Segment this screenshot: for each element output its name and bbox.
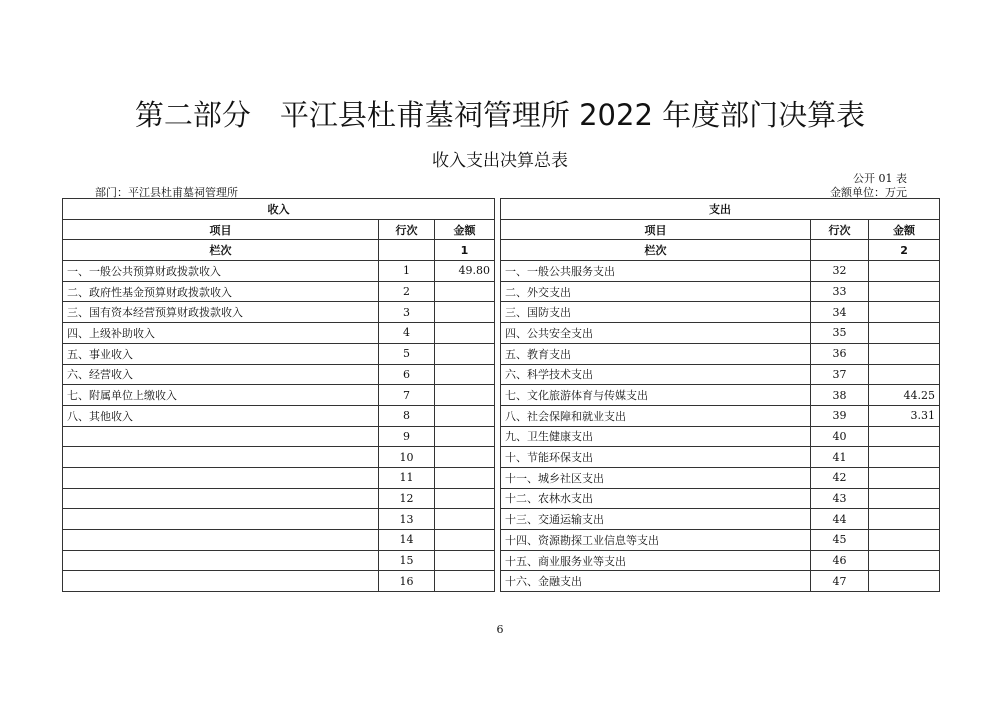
expense-amount-header: 金额	[869, 219, 940, 240]
expense-amount-cell	[869, 426, 940, 447]
income-amount-cell	[435, 509, 495, 530]
page-number: 6	[496, 623, 504, 636]
income-column-label-blank	[379, 240, 435, 261]
expense-row-no-cell: 37	[811, 364, 869, 385]
expense-amount-cell	[869, 571, 940, 592]
table-row	[63, 364, 940, 385]
table-row	[63, 509, 940, 530]
expense-column-label: 栏次	[501, 240, 811, 261]
expense-row-no-cell: 45	[811, 530, 869, 551]
income-item-cell: 三、国有资本经营预算财政拨款收入	[63, 302, 379, 323]
table-row	[63, 281, 940, 302]
expense-item-cell: 七、文化旅游体育与传媒支出	[501, 385, 811, 406]
expense-row-no-cell: 33	[811, 281, 869, 302]
expense-item-cell: 一、一般公共服务支出	[501, 261, 811, 282]
income-amount-cell: 49.80	[435, 261, 495, 282]
income-item-cell	[63, 509, 379, 530]
department-label: 部门：平江县杜甫墓祠管理所	[95, 186, 238, 199]
income-row-no-cell: 3	[379, 302, 435, 323]
expense-amount-cell: 3.31	[869, 405, 940, 426]
income-amount-cell	[435, 447, 495, 468]
income-column-number: 1	[435, 240, 495, 261]
expense-amount-cell	[869, 467, 940, 488]
expense-amount-cell	[869, 509, 940, 530]
income-item-cell: 五、事业收入	[63, 343, 379, 364]
income-item-cell	[63, 488, 379, 509]
table-row	[63, 550, 940, 571]
expense-item-cell: 三、国防支出	[501, 302, 811, 323]
income-item-cell: 八、其他收入	[63, 405, 379, 426]
income-amount-cell	[435, 343, 495, 364]
expense-row-no-cell: 35	[811, 323, 869, 344]
column-label-row	[63, 240, 940, 261]
income-row-no-cell: 8	[379, 405, 435, 426]
table-row	[63, 530, 940, 551]
expense-item-cell: 八、社会保障和就业支出	[501, 405, 811, 426]
income-row-no-cell: 1	[379, 261, 435, 282]
income-row-no-cell: 6	[379, 364, 435, 385]
income-item-cell	[63, 426, 379, 447]
expense-row-no-cell: 34	[811, 302, 869, 323]
expense-row-no-cell: 47	[811, 571, 869, 592]
expense-item-cell: 六、科学技术支出	[501, 364, 811, 385]
income-row-no-cell: 5	[379, 343, 435, 364]
amount-unit: 金额单位：万元	[830, 186, 907, 199]
table-row	[63, 323, 940, 344]
expense-item-cell: 十四、资源勘探工业信息等支出	[501, 530, 811, 551]
income-row-no-cell: 10	[379, 447, 435, 468]
expense-column-label-blank	[811, 240, 869, 261]
expense-row-no-cell: 43	[811, 488, 869, 509]
table-row	[63, 385, 940, 406]
page-title: 第二部分 平江县杜甫墓祠管理所 2022 年度部门决算表	[134, 98, 866, 132]
table-row	[63, 467, 940, 488]
expense-item-cell: 十六、金融支出	[501, 571, 811, 592]
expense-row-no-cell: 32	[811, 261, 869, 282]
expense-item-cell: 四、公共安全支出	[501, 323, 811, 344]
income-row-no-cell: 16	[379, 571, 435, 592]
income-item-cell	[63, 530, 379, 551]
income-column-label: 栏次	[63, 240, 379, 261]
section-header-row	[63, 199, 940, 220]
table-row	[63, 447, 940, 468]
table-row	[63, 261, 940, 282]
income-row-no-cell: 15	[379, 550, 435, 571]
table-subtitle: 收入支出决算总表	[432, 151, 568, 171]
expense-item-header: 项目	[501, 219, 811, 240]
form-number: 公开 01 表	[853, 172, 907, 185]
income-row-no-cell: 7	[379, 385, 435, 406]
expense-row-no-cell: 40	[811, 426, 869, 447]
expense-amount-cell	[869, 343, 940, 364]
expense-amount-cell	[869, 364, 940, 385]
income-amount-cell	[435, 467, 495, 488]
table-row	[63, 405, 940, 426]
income-row-no-cell: 14	[379, 530, 435, 551]
expense-amount-cell	[869, 281, 940, 302]
expense-item-cell: 五、教育支出	[501, 343, 811, 364]
income-item-cell: 一、一般公共预算财政拨款收入	[63, 261, 379, 282]
expense-row-no-cell: 44	[811, 509, 869, 530]
expense-row-no-cell: 42	[811, 467, 869, 488]
income-amount-cell	[435, 364, 495, 385]
income-amount-header: 金额	[435, 219, 495, 240]
income-row-no-cell: 2	[379, 281, 435, 302]
expense-amount-cell: 44.25	[869, 385, 940, 406]
expense-item-cell: 十三、交通运输支出	[501, 509, 811, 530]
expense-row-no-header: 行次	[811, 219, 869, 240]
income-expense-table	[62, 198, 940, 592]
income-row-no-cell: 13	[379, 509, 435, 530]
expense-amount-cell	[869, 488, 940, 509]
expense-amount-cell	[869, 302, 940, 323]
expense-row-no-cell: 38	[811, 385, 869, 406]
income-row-no-cell: 9	[379, 426, 435, 447]
income-amount-cell	[435, 571, 495, 592]
expense-header: 支出	[501, 199, 940, 220]
income-amount-cell	[435, 323, 495, 344]
expense-row-no-cell: 39	[811, 405, 869, 426]
income-amount-cell	[435, 426, 495, 447]
expense-item-cell: 十一、城乡社区支出	[501, 467, 811, 488]
expense-row-no-cell: 46	[811, 550, 869, 571]
column-header-row	[63, 219, 940, 240]
income-amount-cell	[435, 385, 495, 406]
table-row	[63, 488, 940, 509]
income-row-no-header: 行次	[379, 219, 435, 240]
expense-amount-cell	[869, 261, 940, 282]
income-item-cell	[63, 550, 379, 571]
table-row	[63, 426, 940, 447]
income-item-cell	[63, 467, 379, 488]
income-item-cell: 四、上级补助收入	[63, 323, 379, 344]
income-amount-cell	[435, 488, 495, 509]
income-row-no-cell: 4	[379, 323, 435, 344]
income-item-cell	[63, 447, 379, 468]
income-amount-cell	[435, 302, 495, 323]
expense-row-no-cell: 41	[811, 447, 869, 468]
income-item-cell: 七、附属单位上缴收入	[63, 385, 379, 406]
income-amount-cell	[435, 550, 495, 571]
income-row-no-cell: 11	[379, 467, 435, 488]
income-item-cell: 二、政府性基金预算财政拨款收入	[63, 281, 379, 302]
expense-item-cell: 十二、农林水支出	[501, 488, 811, 509]
expense-amount-cell	[869, 323, 940, 344]
expense-amount-cell	[869, 447, 940, 468]
income-row-no-cell: 12	[379, 488, 435, 509]
income-amount-cell	[435, 530, 495, 551]
table-row	[63, 571, 940, 592]
income-header: 收入	[63, 199, 495, 220]
expense-item-cell: 十、节能环保支出	[501, 447, 811, 468]
table-row	[63, 302, 940, 323]
income-item-cell: 六、经营收入	[63, 364, 379, 385]
income-amount-cell	[435, 405, 495, 426]
expense-item-cell: 十五、商业服务业等支出	[501, 550, 811, 571]
income-amount-cell	[435, 281, 495, 302]
expense-column-number: 2	[869, 240, 940, 261]
income-item-cell	[63, 571, 379, 592]
expense-row-no-cell: 36	[811, 343, 869, 364]
income-item-header: 项目	[63, 219, 379, 240]
expense-amount-cell	[869, 550, 940, 571]
expense-item-cell: 九、卫生健康支出	[501, 426, 811, 447]
expense-item-cell: 二、外交支出	[501, 281, 811, 302]
expense-amount-cell	[869, 530, 940, 551]
table-row	[63, 343, 940, 364]
